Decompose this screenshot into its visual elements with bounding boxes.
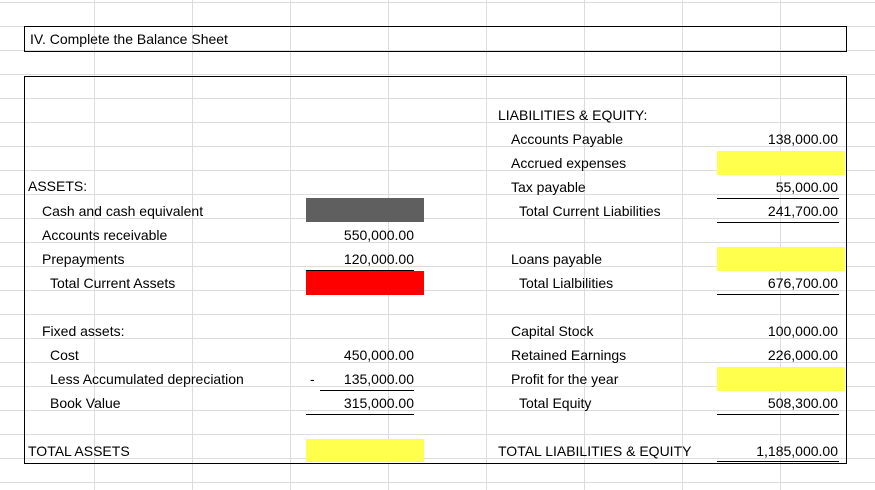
tl-label: Total Lialbilities bbox=[519, 275, 614, 291]
accum-label: Less Accumulated depreciation bbox=[50, 371, 244, 387]
retained-value[interactable]: 226,000.00 bbox=[767, 347, 838, 363]
assets-header: ASSETS: bbox=[28, 178, 88, 194]
capital-value[interactable]: 100,000.00 bbox=[767, 323, 838, 339]
profit-value-cell[interactable] bbox=[717, 367, 845, 391]
cost-label: Cost bbox=[50, 347, 79, 363]
accrued-value-cell[interactable] bbox=[717, 151, 845, 175]
accrued-label: Accrued expenses bbox=[511, 155, 627, 171]
book-value[interactable]: 315,000.00 bbox=[343, 395, 414, 411]
te-label: Total Equity bbox=[519, 395, 592, 411]
sheet-title: IV. Complete the Balance Sheet bbox=[30, 31, 228, 47]
ap-value[interactable]: 138,000.00 bbox=[767, 131, 838, 147]
fixed-assets-label: Fixed assets: bbox=[42, 323, 125, 339]
ar-value[interactable]: 550,000.00 bbox=[343, 227, 414, 243]
retained-label: Retained Earnings bbox=[511, 347, 627, 363]
tax-label: Tax payable bbox=[511, 179, 586, 195]
cash-label: Cash and cash equivalent bbox=[42, 203, 204, 219]
tl-value[interactable]: 676,700.00 bbox=[767, 275, 838, 291]
tca-value-cell[interactable] bbox=[306, 271, 424, 295]
loans-label: Loans payable bbox=[511, 251, 603, 267]
ap-label: Accounts Payable bbox=[511, 131, 624, 147]
capital-label: Capital Stock bbox=[511, 323, 594, 339]
total-liab-equity-label: TOTAL LIABILITIES & EQUITY bbox=[498, 443, 692, 459]
prepay-label: Prepayments bbox=[42, 251, 125, 267]
tcl-label: Total Current Liabilities bbox=[519, 203, 661, 219]
profit-label: Profit for the year bbox=[511, 371, 619, 387]
tcl-value[interactable]: 241,700.00 bbox=[767, 203, 838, 219]
total-liab-equity-value[interactable]: 1,185,000.00 bbox=[756, 443, 838, 459]
loans-value-cell[interactable] bbox=[717, 247, 845, 271]
te-value[interactable]: 508,300.00 bbox=[767, 395, 838, 411]
book-label: Book Value bbox=[50, 395, 121, 411]
tax-value[interactable]: 55,000.00 bbox=[775, 179, 838, 195]
total-assets-label: TOTAL ASSETS bbox=[28, 443, 130, 459]
cost-value[interactable]: 450,000.00 bbox=[343, 347, 414, 363]
total-assets-value-cell[interactable] bbox=[306, 439, 424, 462]
prepay-value[interactable]: 120,000.00 bbox=[343, 251, 414, 267]
accum-value[interactable]: 135,000.00 bbox=[343, 371, 414, 387]
liabilities-header: LIABILITIES & EQUITY: bbox=[498, 107, 648, 123]
ar-label: Accounts receivable bbox=[42, 227, 168, 243]
cash-value-cell[interactable] bbox=[306, 198, 424, 222]
accum-prefix: - bbox=[310, 371, 315, 387]
tca-label: Total Current Assets bbox=[50, 275, 176, 291]
